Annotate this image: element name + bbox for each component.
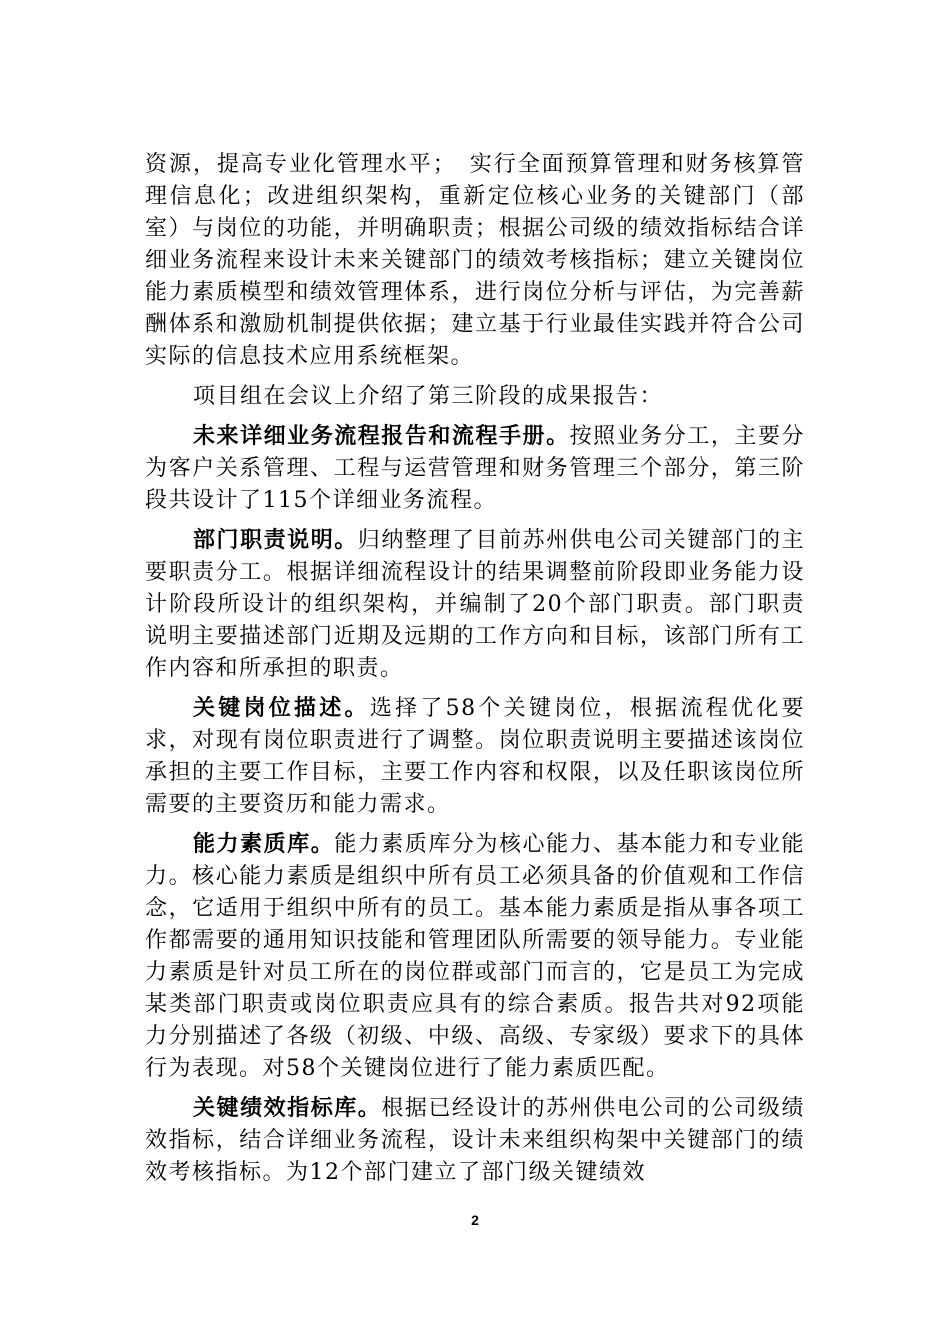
paragraph-heading: 关键绩效指标库。 xyxy=(193,1096,382,1121)
paragraph-text: 选择了58个关键岗位，根据流程优化要求，对现有岗位职责进行了调整。岗位职责说明主要描述该岗位承担的主要工作目标，主要工作内容和权限，以及任职该岗位所需要的主要资历和能力需求。 xyxy=(145,696,805,817)
paragraph-text: 归纳整理了目前苏州供电公司关键部门的主要职责分工。根据详细流程设计的结果调整前阶段即业务能力设计阶段所设计的组织架构，并编制了20个部门职责。部门职责说明主要描述部门近期及远期的工作方向和目标，该部门所有工作内容和所承担的职责。 xyxy=(145,528,805,681)
paragraph-text: 能力素质库分为核心能力、基本能力和专业能力。核心能力素质是组织中所有员工必须具备的价值观和工作信念，它适用于组织中所有的员工。基本能力素质是指从事各项工作都需要的通用知识技能和管理团队所需要的领导能力。专业能力素质是针对员工所在的岗位群或部门而言的，它是员工为完成某类部门职责或岗位职责应具有的综合素质。报告共对92项能力分别描述了各级（初级、中级、高级、专家级）要求下的具体行为表现。对58个关键岗位进行了能力素质匹配。 xyxy=(145,832,805,1081)
document-body xyxy=(145,149,805,1189)
paragraph-heading: 部门职责说明。 xyxy=(193,528,358,553)
paragraph-text: 按照业务分工，主要分为客户关系管理、工程与运营管理和财务管理三个部分，第三阶段共设计了115个详细业务流程。 xyxy=(145,424,805,513)
paragraph-text: 项目组在会议上介绍了第三阶段的成果报告： xyxy=(193,384,664,409)
paragraph-heading: 关键岗位描述。 xyxy=(193,696,370,721)
paragraph-competency-library xyxy=(145,829,805,1085)
paragraph-kpi-library xyxy=(145,1093,805,1189)
paragraph-text: 资源，提高专业化管理水平； 实行全面预算管理和财务核算管理信息化；改进组织架构，重新定位核心业务的关键部门（部室）与岗位的功能，并明确职责；根据公司级的绩效指标结合详细业务流程来设计未来关键部门的绩效考核指标；建立关键岗位能力素质模型和绩效管理体系，进行岗位分析与评估，为完善薪酬体系和激励机制提供依据；建立基于行业最佳实践并符合公司实际的信息技术应用系统框架。 xyxy=(145,152,805,369)
paragraph-process-report xyxy=(145,421,805,517)
paragraph-heading: 未来详细业务流程报告和流程手册。 xyxy=(193,424,570,449)
paragraph-continuation xyxy=(145,149,805,373)
paragraph-department-duties xyxy=(145,525,805,685)
page-number: 2 xyxy=(471,1212,479,1228)
paragraph-key-positions xyxy=(145,693,805,821)
paragraph-intro xyxy=(145,381,805,413)
paragraph-heading: 能力素质库。 xyxy=(193,832,335,857)
paragraph-text: 根据已经设计的苏州供电公司的公司级绩效指标，结合详细业务流程，设计未来组织构架中关键部门的绩效考核指标。为12个部门建立了部门级关键绩效 xyxy=(145,1096,805,1185)
